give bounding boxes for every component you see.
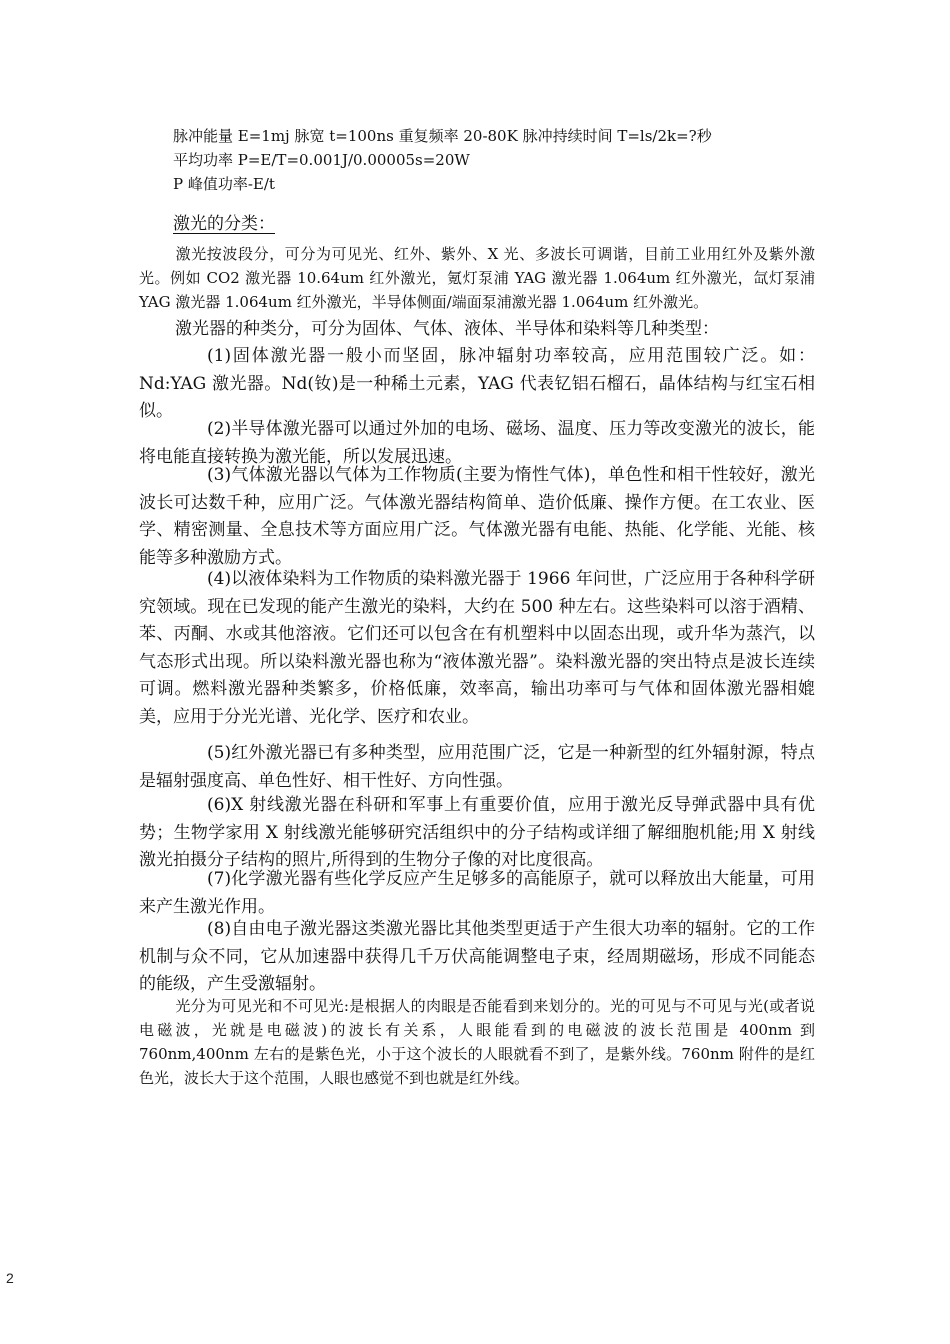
pulse-formulas — [173, 124, 873, 196]
paragraph-types-intro-text: 激光器的种类分，可分为固体、气体、液体、半导体和染料等几种类型： — [175, 319, 719, 339]
paragraph-solid-laser — [139, 343, 815, 426]
section-heading: 激光的分类： — [173, 214, 275, 234]
page-number: 2 — [6, 1270, 14, 1286]
paragraph-wavelength — [139, 242, 815, 314]
paragraph-types-intro — [139, 316, 815, 344]
paragraph-dye-laser — [139, 566, 815, 731]
paragraph-dye-laser-text: (4)以液体染料为工作物质的染料激光器于 1966 年问世，广泛应用于各种科学研究领域。现在已发现的能产生激光的染料，大约在 500 种左右。这些染料可以溶于酒精、苯、丙酮、水或其他溶液。它们还可以包含在有机塑料中以固态出现，或升华为蒸汽，以气态形式出现。所以染料激光器也称为“液体激光器”。染料激光器的突出特点是波长连续可调。燃料激光器种类繁多，价格低廉，效率高，输出功率可与气体和固体激光器相媲美，应用于分光光谱、光化学、医疗和农业。 — [139, 569, 815, 727]
paragraph-chemical-laser-text: (7)化学激光器有些化学反应产生足够多的高能原子，就可以释放出大能量，可用来产生激光作用。 — [139, 869, 815, 917]
formula-peak-power: P 峰值功率-E/t — [173, 175, 275, 193]
paragraph-xray-laser-text: (6)X 射线激光器在科研和军事上有重要价值，应用于激光反导弹武器中具有优势；生物学家用 X 射线激光能够研究活组织中的分子结构或详细了解细胞机能;用 X 射线激光拍摄分子结构的照片,所得到的生物分子像的对比度很高。 — [139, 795, 815, 870]
paragraph-chemical-laser — [139, 866, 815, 921]
paragraph-visible-light — [139, 994, 815, 1090]
paragraph-xray-laser — [139, 792, 815, 875]
formula-pulse-energy: 脉冲能量 E=1mj 脉宽 t=100ns 重复频率 20-80K 脉冲持续时间 T=ls/2k=?秒 — [173, 127, 712, 145]
formula-average-power: 平均功率 P=E/T=0.001J/0.00005s=20W — [173, 151, 470, 169]
paragraph-solid-laser-text: (1)固体激光器一般小而坚固，脉冲辐射功率较高，应用范围较广泛。如：Nd:YAG 激光器。Nd(钕)是一种稀土元素，YAG 代表钇铝石榴石，晶体结构与红宝石相似。 — [139, 346, 815, 421]
paragraph-free-electron-laser — [139, 916, 815, 999]
paragraph-semiconductor-laser-text: (2)半导体激光器可以通过外加的电场、磁场、温度、压力等改变激光的波长，能将电能直接转换为激光能，所以发展迅速。 — [139, 419, 815, 467]
paragraph-infrared-laser — [139, 740, 815, 795]
paragraph-free-electron-laser-text: (8)自由电子激光器这类激光器比其他类型更适于产生很大功率的辐射。它的工作机制与众不同，它从加速器中获得几千万伏高能调整电子束，经周期磁场，形成不同能态的能级，产生受激辐射。 — [139, 919, 815, 994]
paragraph-visible-light-text: 光分为可见光和不可见光:是根据人的肉眼是否能看到来划分的。光的可见与不可见与光(或者说电磁波，光就是电磁波)的波长有关系，人眼能看到的电磁波的波长范围是 400nm 到 760nm,400nm 左右的是紫色光，小于这个波长的人眼就看不到了，是紫外线。760nm 附件的是红色光，波长大于这个范围，人眼也感觉不到也就是红外线。 — [139, 997, 815, 1087]
paragraph-gas-laser — [139, 462, 815, 572]
paragraph-gas-laser-text: (3)气体激光器以气体为工作物质(主要为惰性气体)，单色性和相干性较好，激光波长可达数千种，应用广泛。气体激光器结构简单、造价低廉、操作方便。在工农业、医学、精密测量、全息技术等方面应用广泛。气体激光器有电能、热能、化学能、光能、核能等多种激励方式。 — [139, 465, 815, 568]
paragraph-infrared-laser-text: (5)红外激光器已有多种类型，应用范围广泛，它是一种新型的红外辐射源，特点是辐射强度高、单色性好、相干性好、方向性强。 — [139, 743, 815, 791]
paragraph-wavelength-text: 激光按波段分，可分为可见光、红外、紫外、X 光、多波长可调谐，目前工业用红外及紫外激光。例如 CO2 激光器 10.64um 红外激光，氪灯泵浦 YAG 激光器 1.064um 红外激光，氙灯泵浦 YAG 激光器 1.064um 红外激光，半导体侧面/端面泵浦激光器 1.064um 红外激光。 — [139, 245, 815, 311]
